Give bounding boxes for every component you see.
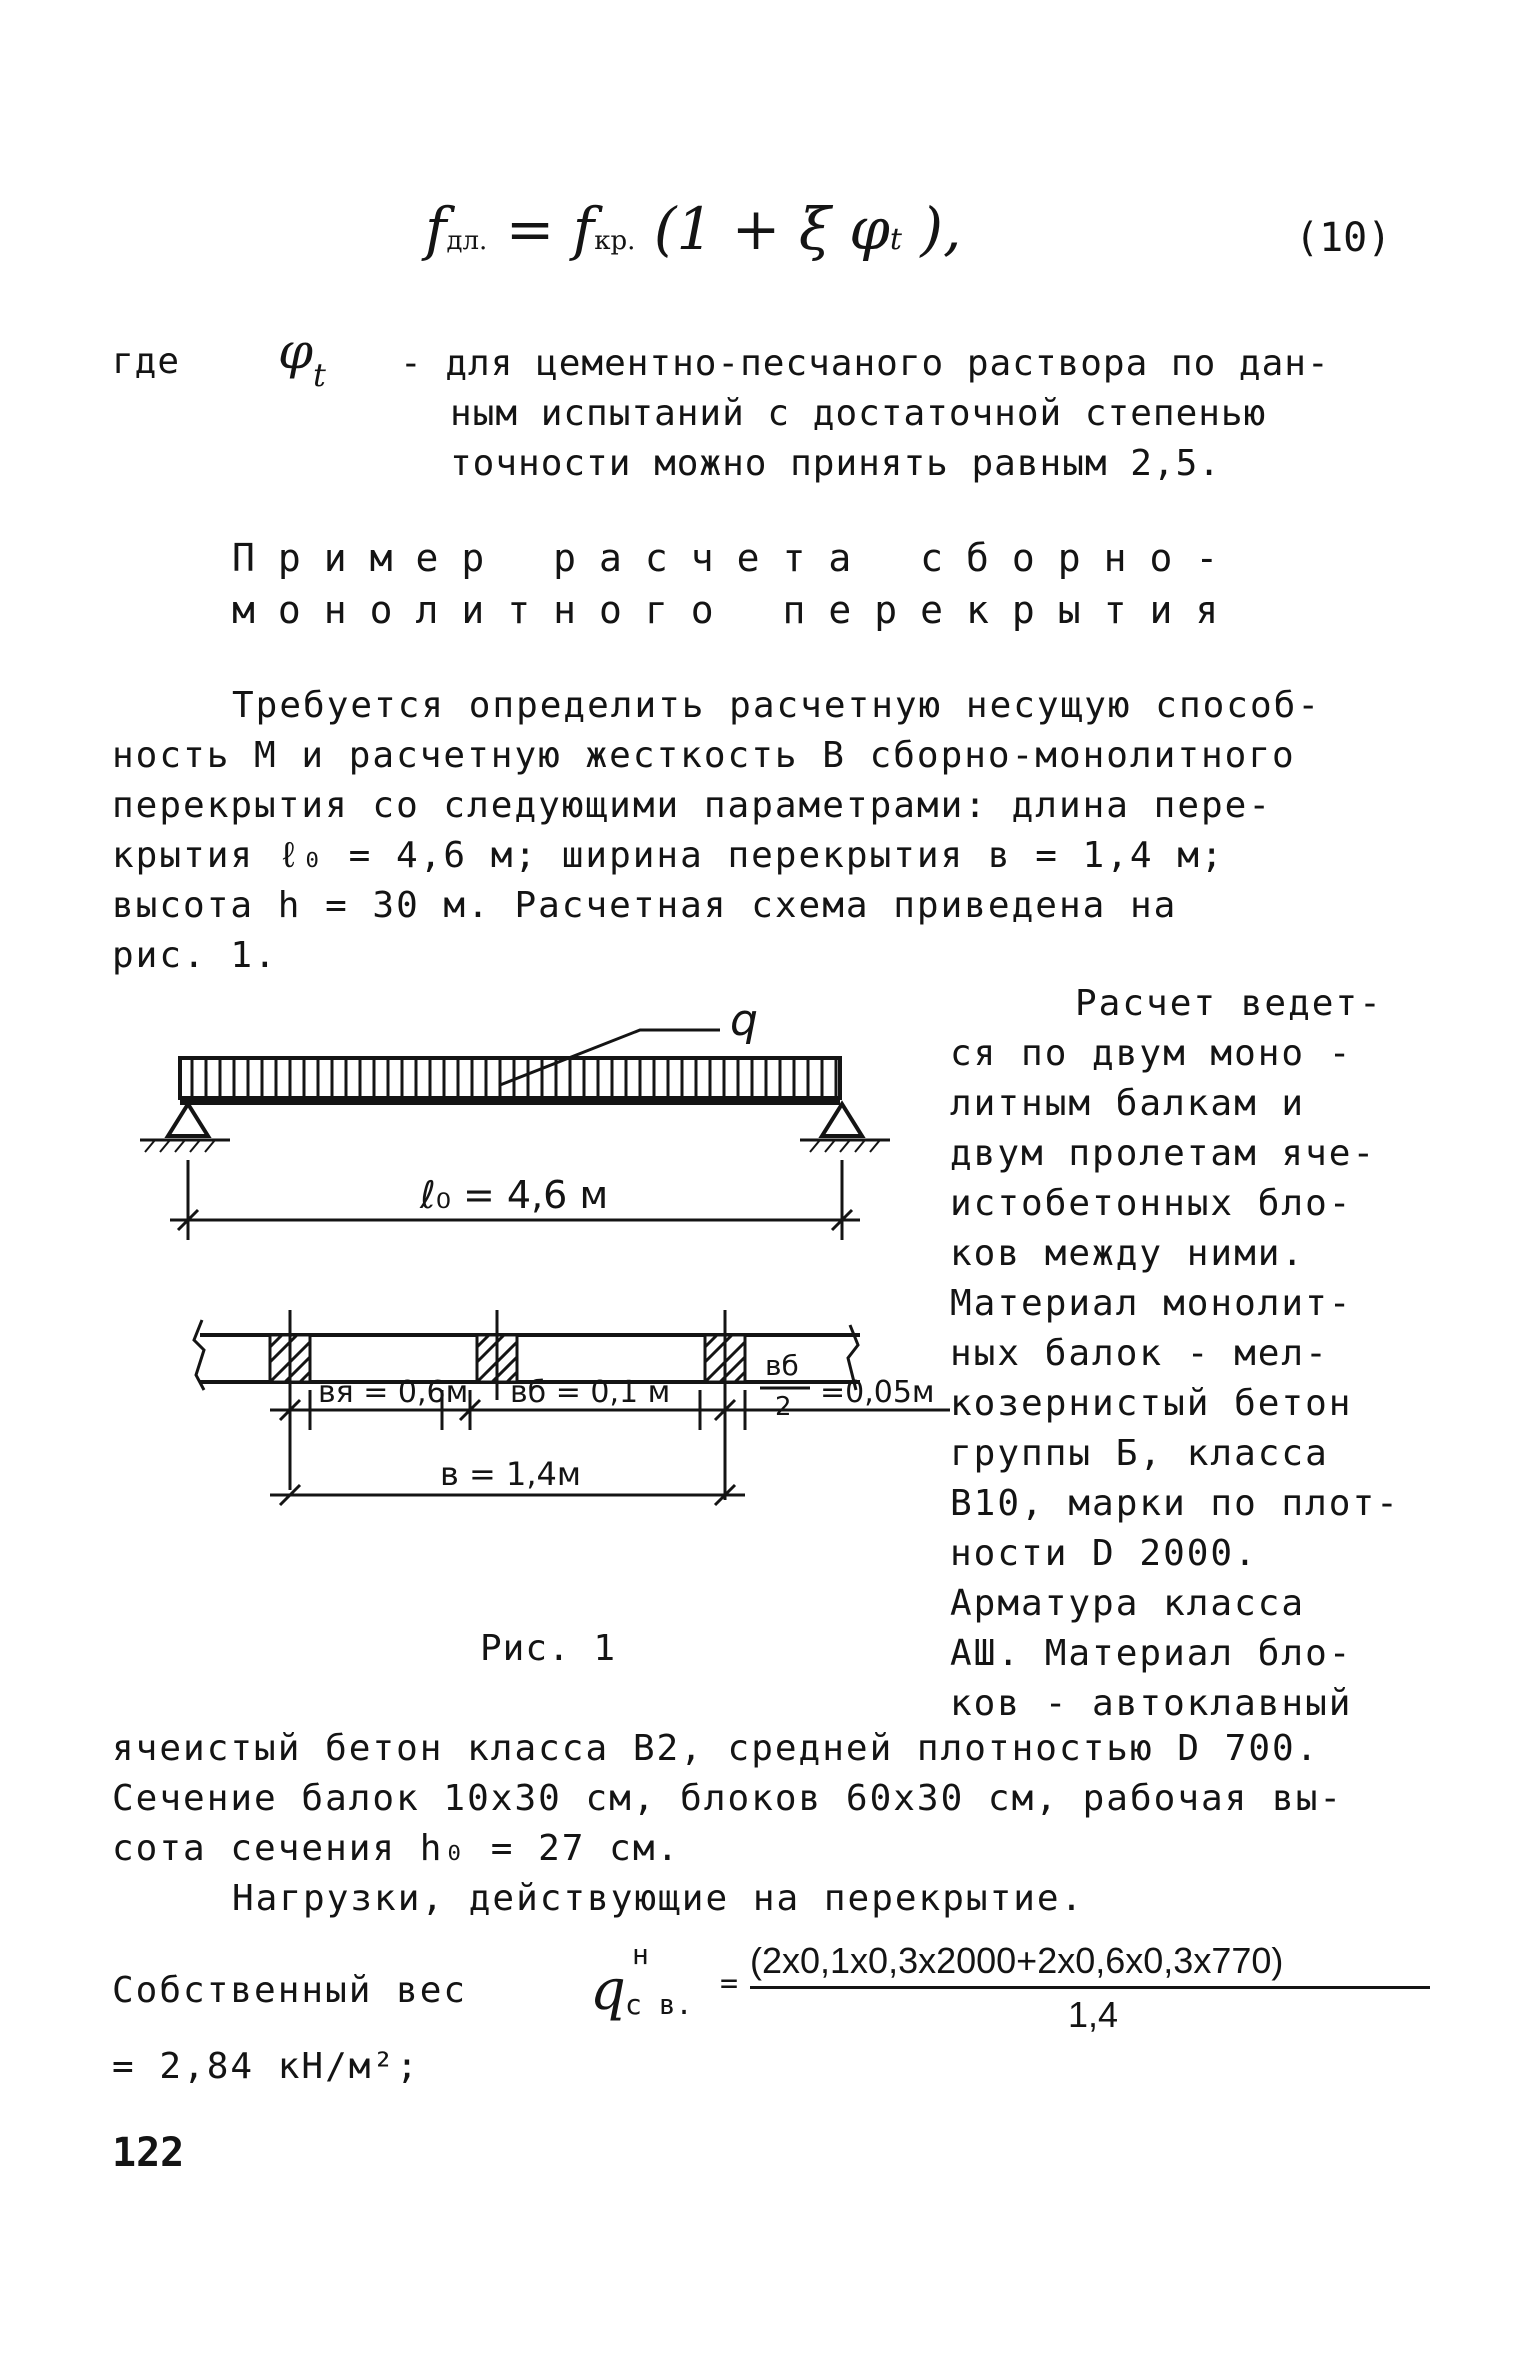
section-heading-line-1: Пример расчета сборно-	[232, 536, 1242, 580]
formula-eq: =	[505, 195, 555, 263]
left-support	[140, 1104, 230, 1152]
dim-beam-width: вя = 0,6м	[318, 1375, 469, 1410]
formula-sub-dl: дл.	[446, 226, 488, 256]
span-label: ℓ₀ = 4,6 м	[420, 1173, 609, 1217]
right-col-line-8: ных балок - мел-	[950, 1333, 1329, 1374]
right-col-line-14: АШ. Материал бло-	[950, 1633, 1353, 1674]
formula-f-kr: f	[572, 195, 595, 263]
dim-half-denominator: 2	[775, 1392, 792, 1422]
intro-line-5: высота h = 30 м. Расчетная схема приведена на	[112, 885, 1178, 926]
formula-rest: (1 + ξ φ	[653, 195, 890, 263]
selfweight-sup: н	[632, 1938, 649, 1971]
where-line-3: точности можно принять равным 2,5.	[450, 443, 1221, 484]
where-phi: φ	[278, 322, 314, 380]
selfweight-eq: =	[720, 1966, 739, 2001]
right-col-line-9: козернистый бетон	[950, 1383, 1353, 1424]
intro-line-6: рис. 1.	[112, 935, 278, 976]
intro-line-3: перекрытия со следующими параметрами: длина пере-	[112, 785, 1273, 826]
right-col-line-12: ности D 2000.	[950, 1533, 1258, 1574]
where-line-2: ным испытаний с достаточной степенью	[450, 393, 1267, 434]
dim-block-gap: вб = 0,1 м	[510, 1375, 671, 1410]
selfweight-denominator: 1,4	[1068, 1994, 1119, 2035]
selfweight-sub: с в.	[625, 1988, 693, 2021]
intro-line-4: крытия ℓ₀ = 4,6 м; ширина перекрытия в = 1,4 м;	[112, 835, 1225, 876]
selfweight-label: Собственный вес	[112, 1970, 468, 2011]
section-heading-line-2: монолитного перекрытия	[232, 588, 1242, 632]
selfweight-q	[590, 1958, 626, 2023]
right-col-line-2: ся по двум моно -	[950, 1033, 1353, 1074]
right-col-line-6: ков между ними.	[950, 1233, 1306, 1274]
right-support	[800, 1104, 890, 1152]
right-col-line-10: группы Б, класса	[950, 1433, 1329, 1474]
dim-half-numerator: вб	[765, 1349, 799, 1382]
right-col-line-11: В10, марки по плот-	[950, 1483, 1400, 1524]
after-line-3: сота сечения h₀ = 27 см.	[112, 1828, 681, 1869]
dim-half-value: =0,05м	[820, 1375, 935, 1410]
formula-sub-t: t	[889, 222, 902, 257]
right-col-line-13: Арматура класса	[950, 1583, 1306, 1624]
formula-sub-kr: кр.	[594, 226, 636, 256]
equation-number: (10)	[1295, 215, 1392, 261]
after-line-2: Сечение балок 10х30 см, блоков 60х30 см, рабочая вы-	[112, 1778, 1344, 1819]
formula-10	[425, 195, 961, 263]
right-col-line-7: Материал монолит-	[950, 1283, 1353, 1324]
selfweight-fraction-bar	[750, 1986, 1430, 1989]
page-number: 122	[112, 2130, 185, 2176]
formula-f-dl: f	[425, 195, 447, 263]
right-col-line-4: двум пролетам яче-	[950, 1133, 1377, 1174]
right-col-line-5: истобетонных бло-	[950, 1183, 1353, 1224]
dim-total-width: в = 1,4м	[440, 1455, 582, 1493]
figure-caption: Рис. 1	[480, 1628, 617, 1669]
right-col-line-1: Расчет ведет-	[1075, 983, 1383, 1024]
right-col-line-15: ков - автоклавный	[950, 1683, 1353, 1724]
after-line-1: ячеистый бетон класса В2, средней плотностью D 700.	[112, 1728, 1320, 1769]
intro-line-1: Требуется определить расчетную несущую способ-	[232, 685, 1321, 726]
figure-1-diagram	[120, 990, 960, 1570]
selfweight-numerator: (2х0,1х0,3х2000+2х0,6х0,3х770)	[750, 1940, 1284, 1981]
where-label: где	[112, 341, 181, 382]
right-col-line-3: литным балкам и	[950, 1083, 1306, 1124]
selfweight-result: = 2,84 кН/м²;	[112, 2046, 420, 2087]
where-line-1: - для цементно-песчаного раствора по дан-	[400, 343, 1330, 384]
selfweight-q-symbol: q	[590, 1958, 626, 2023]
load-label: q	[730, 995, 758, 1046]
loads-heading: Нагрузки, действующие на перекрытие.	[232, 1878, 1085, 1919]
where-phi-sub: t	[313, 356, 326, 394]
formula-close: ),	[920, 195, 962, 263]
where-symbol	[278, 322, 326, 394]
intro-line-2: ность М и расчетную жесткость В сборно-монолитного	[112, 735, 1296, 776]
